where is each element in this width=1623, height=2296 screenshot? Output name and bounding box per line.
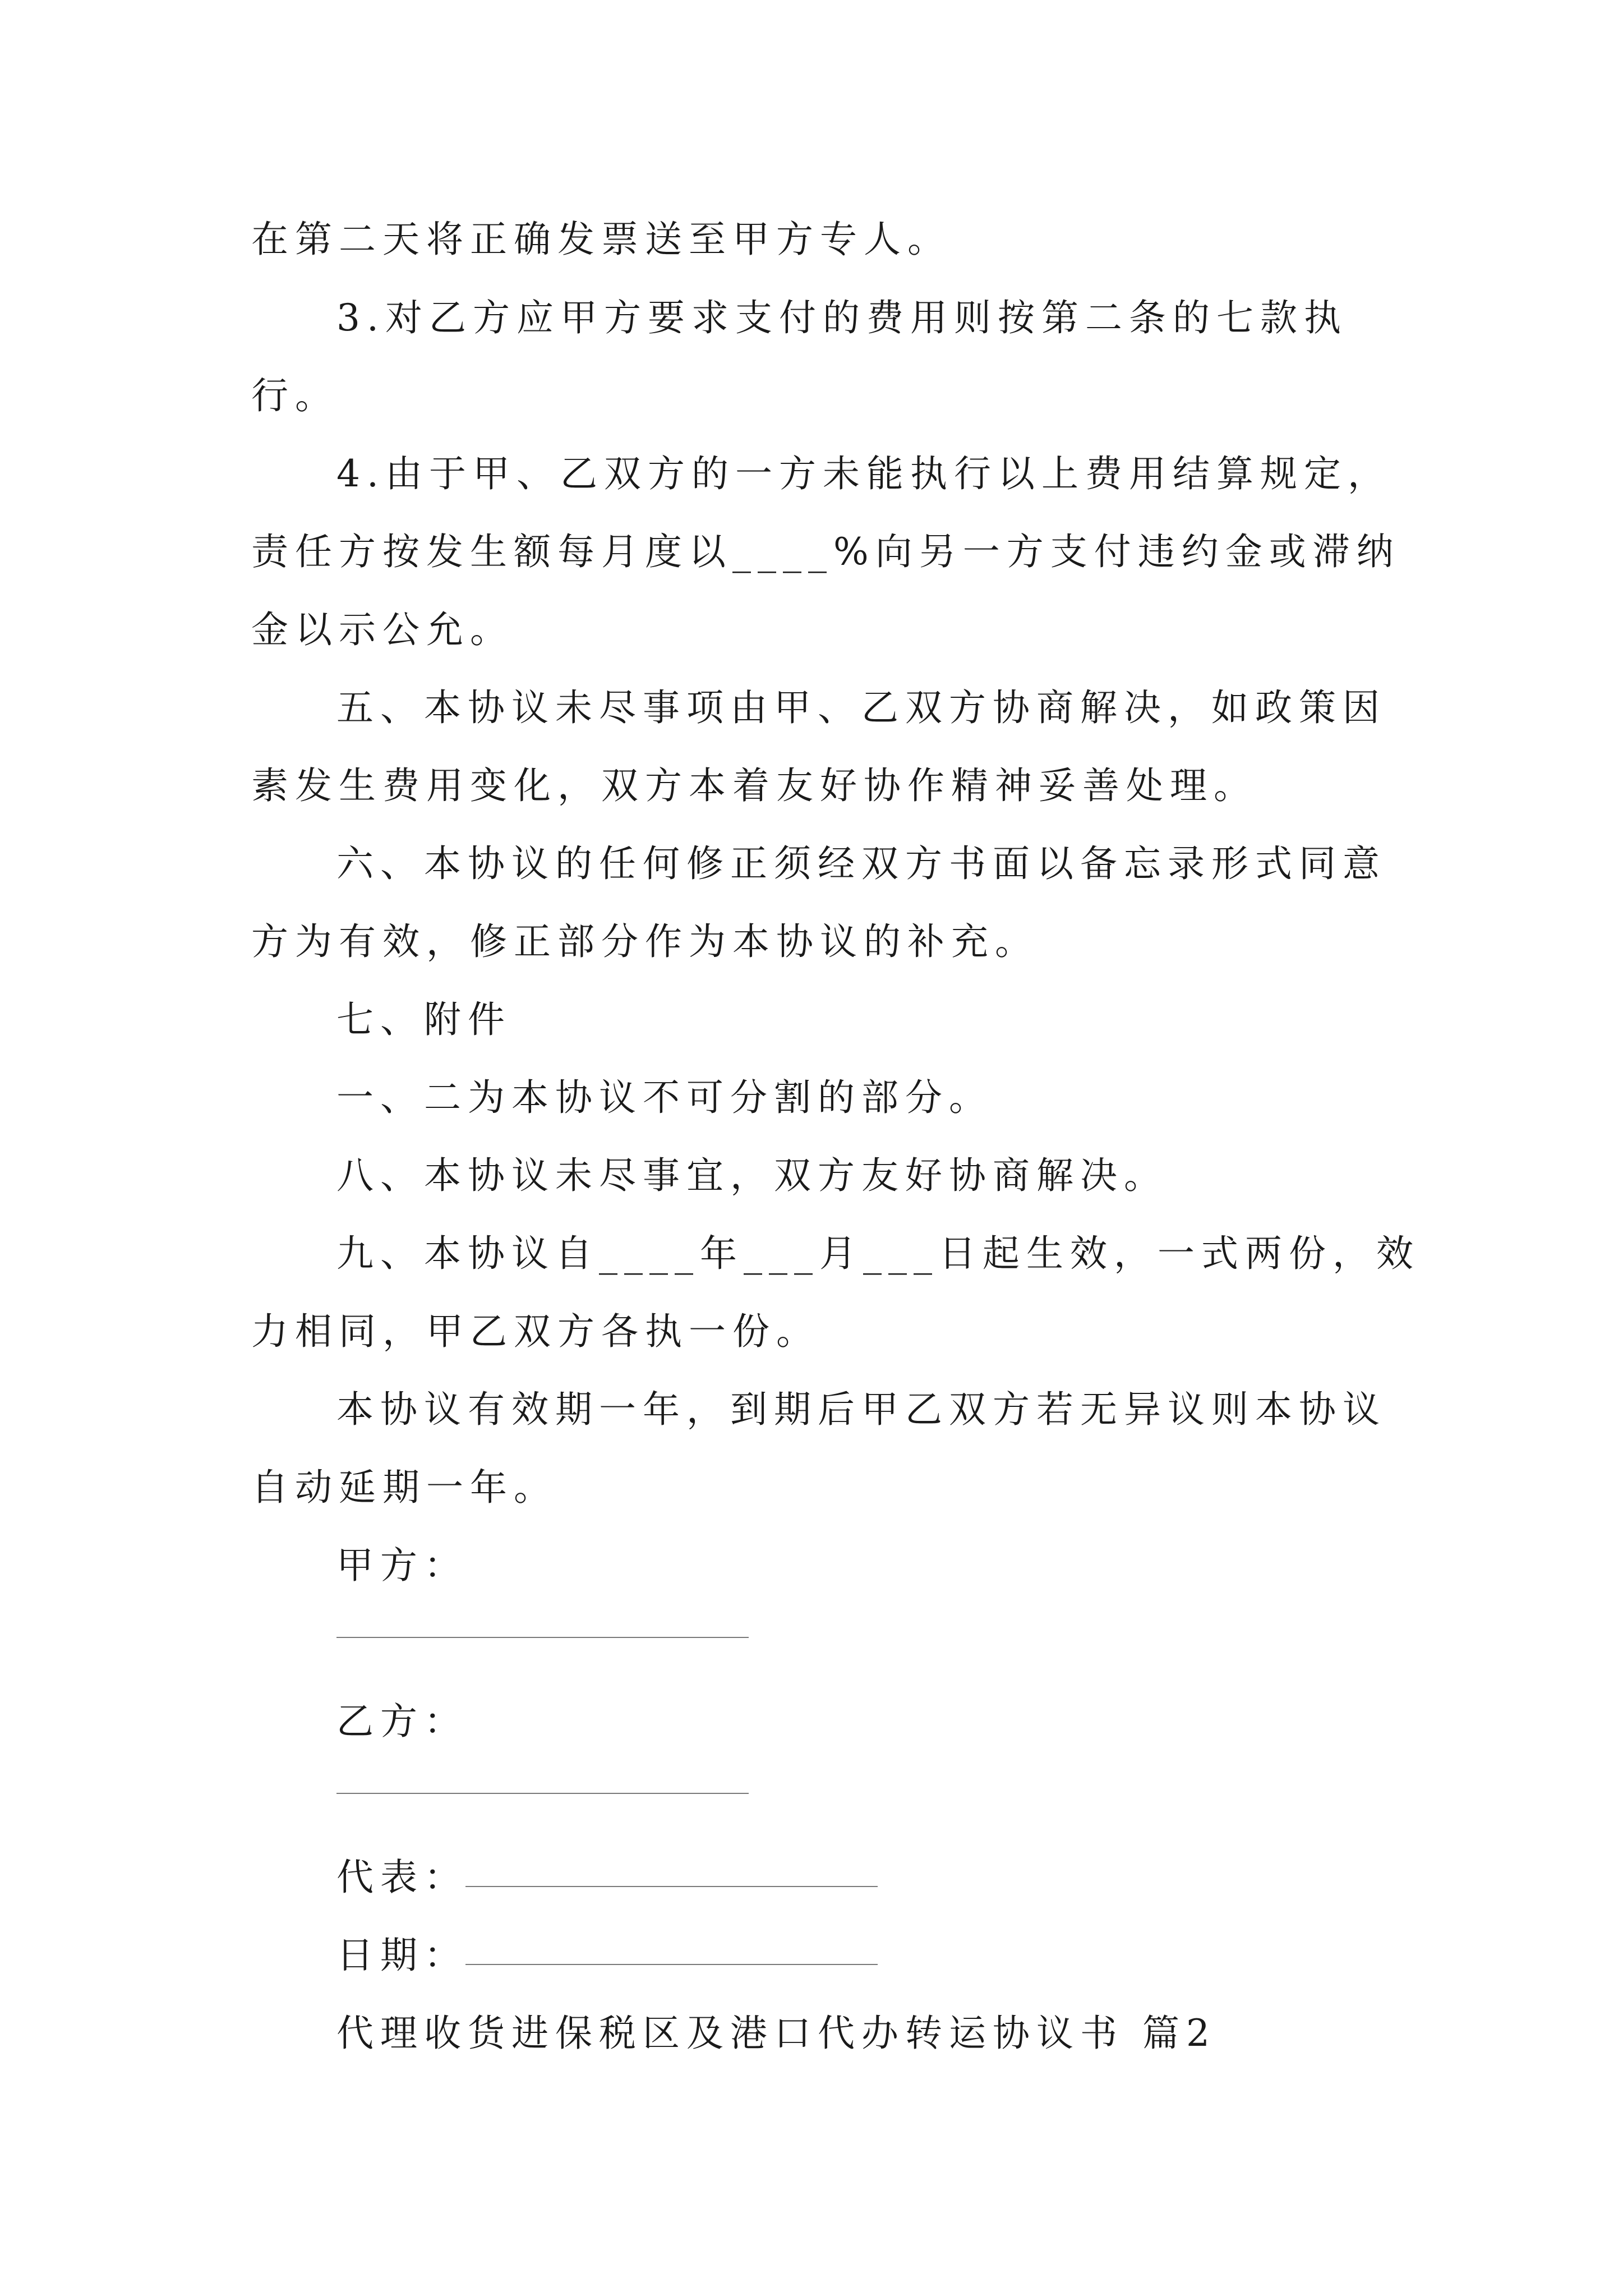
paragraph-line: 方为有效，修正部分作为本协议的补充。 — [251, 920, 1039, 963]
paragraph-line: 九、本协议自____年___月___日起生效，一式两份，效 — [336, 1232, 1420, 1275]
paragraph-line: 4.由于甲、乙双方的一方未能执行以上费用结算规定， — [336, 452, 1391, 495]
party-a-label: 甲方： — [336, 1544, 468, 1587]
paragraph-line: 八、本协议未尽事宜，双方友好协商解决。 — [336, 1154, 1168, 1197]
representative-signature-line — [465, 1886, 878, 1887]
paragraph-line: 七、附件 — [336, 998, 511, 1041]
paragraph-line: 3.对乙方应甲方要求支付的费用则按第二条的七款执 — [336, 296, 1348, 339]
paragraph-line: 五、本协议未尽事项由甲、乙双方协商解决，如政策因 — [336, 686, 1386, 729]
paragraph-line: 素发生费用变化，双方本着友好协作精神妥善处理。 — [251, 764, 1257, 807]
paragraph-line: 六、本协议的任何修正须经双方书面以备忘录形式同意 — [336, 842, 1386, 885]
paragraph-line: 行。 — [251, 374, 339, 417]
paragraph-line: 在第二天将正确发票送至甲方专人。 — [251, 218, 951, 261]
paragraph-line: 本协议有效期一年，到期后甲乙双方若无异议则本协议 — [336, 1388, 1386, 1431]
representative-label: 代表： — [336, 1856, 468, 1899]
paragraph-line: 力相同，甲乙双方各执一份。 — [251, 1310, 820, 1353]
date-signature-line — [465, 1964, 878, 1965]
party-a-signature-line — [336, 1637, 749, 1638]
date-label: 日期： — [336, 1934, 468, 1977]
party-b-label: 乙方： — [336, 1700, 468, 1743]
party-b-signature-line — [336, 1793, 749, 1794]
next-section-title: 代理收货进保税区及港口代办转运协议书 篇2 — [336, 2012, 1216, 2055]
paragraph-line: 责任方按发生额每月度以____%向另一方支付违约金或滞纳 — [251, 530, 1400, 573]
paragraph-line: 自动延期一年。 — [251, 1466, 557, 1509]
paragraph-line: 金以示公允。 — [251, 608, 514, 651]
paragraph-line: 一、二为本协议不可分割的部分。 — [336, 1076, 993, 1119]
